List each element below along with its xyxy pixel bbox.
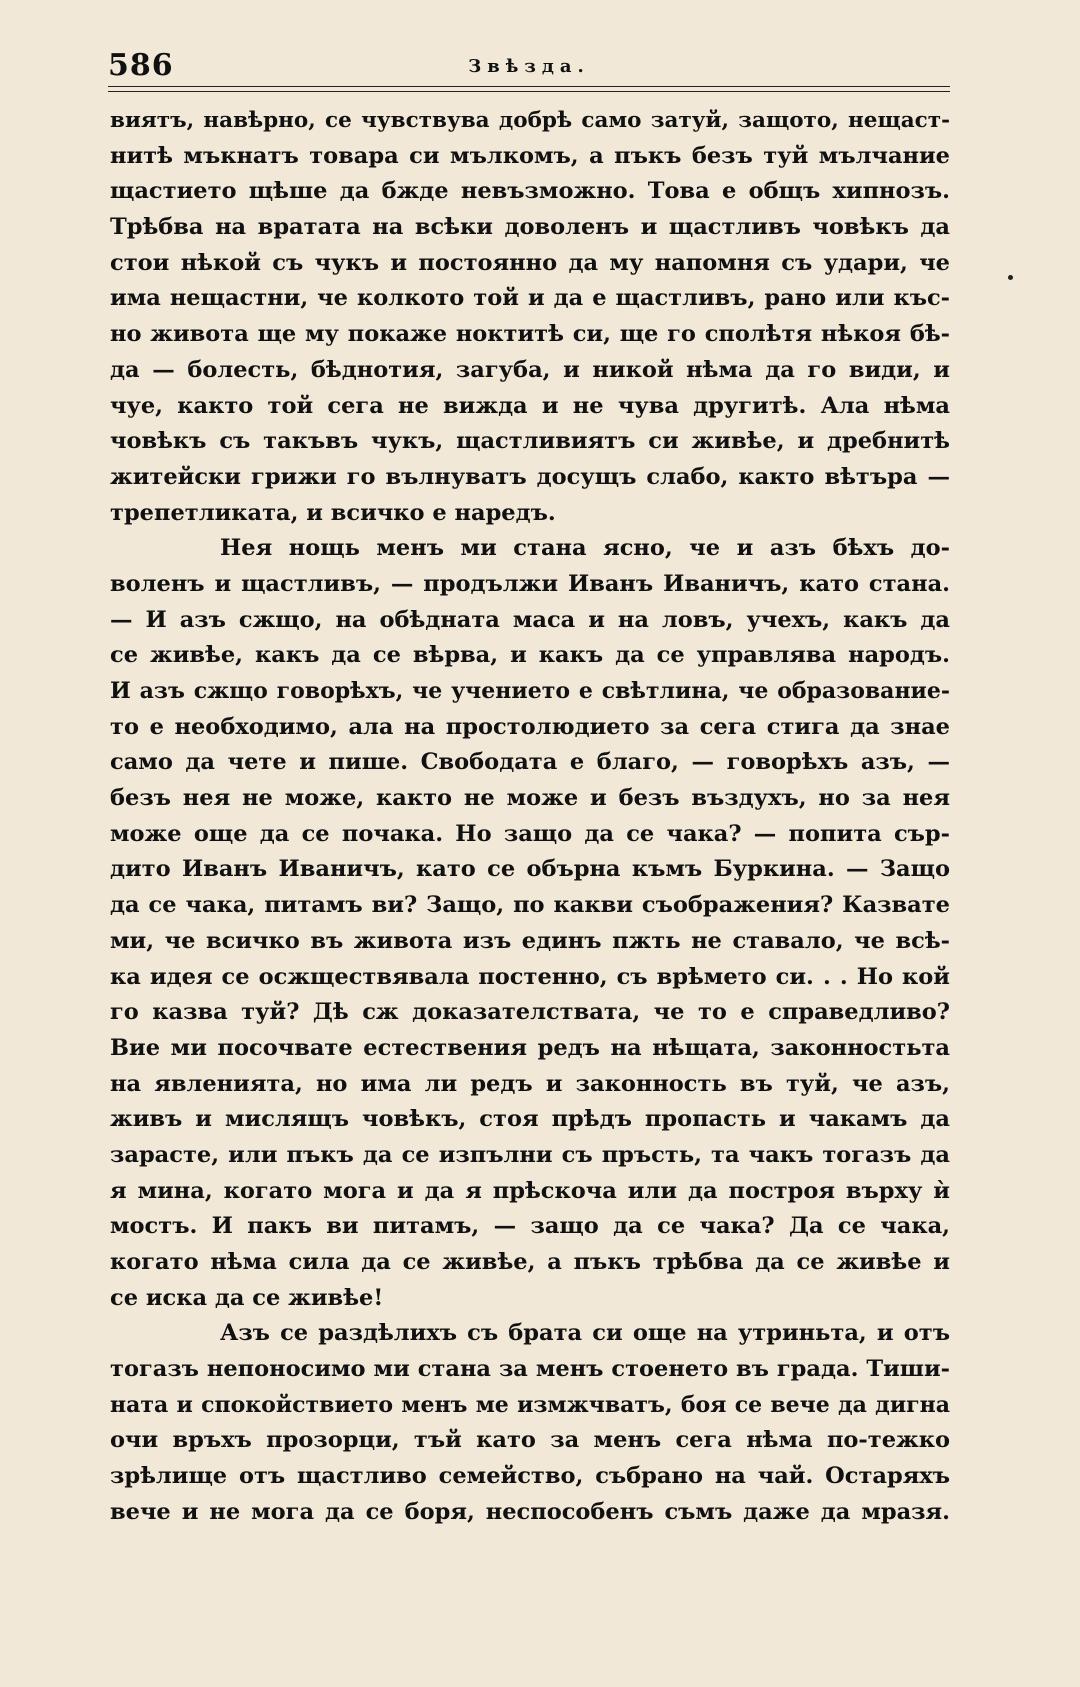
text-line: да се чака, питамъ ви? Защо, по какви съображения? Казвате bbox=[110, 892, 950, 919]
text-line: го казва туй? Дѣ сж доказателствата, че то е справедливо? bbox=[110, 999, 950, 1026]
text-line: стои нѣкой съ чукъ и постоянно да му напомня съ удари, че bbox=[110, 249, 950, 276]
text-line: ка идея се осжществявала постенно, съ врѣмето си. . . Но кой bbox=[110, 963, 950, 990]
text-line: житейски грижи го вълнуватъ досущъ слабо, както вѣтъра — bbox=[110, 463, 950, 490]
text-line: виятъ, навѣрно, се чувствува добрѣ само затуй, защото, нещаст- bbox=[110, 108, 950, 133]
running-title: Звѣзда. bbox=[468, 56, 590, 77]
text-line: на явленията, но има ли редъ и законность въ туй, че азъ, bbox=[110, 1070, 950, 1097]
text-line: зарасте, или пъкъ да се изпълни съ пръсть, та чакъ тогазъ да bbox=[110, 1141, 950, 1168]
text-line: тогазъ непоносимо ми стана за менъ стоенето въ града. Тиши- bbox=[110, 1356, 950, 1383]
text-line: чуе, както той сега не вижда и не чува другитѣ. Ала нѣма bbox=[110, 392, 950, 419]
text-line: се живѣе, какъ да се вѣрва, и какъ да се управлява народъ. bbox=[110, 642, 950, 669]
text-line: когато нѣма сила да се живѣе, а пъкъ трѣбва да се живѣе и bbox=[110, 1249, 950, 1275]
text-line: воленъ и щастливъ, — продължи Иванъ Иваничъ, като стана. bbox=[110, 570, 950, 597]
text-line: Вие ми посочвате естествения редъ на нѣщата, законностьта bbox=[110, 1034, 950, 1061]
text-line: дито Иванъ Иваничъ, като се обърна къмъ Буркина. — Защо bbox=[110, 856, 950, 883]
text-line: безъ нея не може, както не може и безъ въздухъ, но за нея bbox=[110, 785, 950, 812]
page-number: 586 bbox=[108, 48, 174, 83]
text-line: нитѣ мъкнатъ товара си мълкомъ, а пъкъ безъ туй мълчание bbox=[110, 142, 950, 169]
text-line: Азъ се раздѣлихъ съ брата си още на утриньта, и отъ bbox=[220, 1320, 950, 1347]
text-line: Трѣбва на вратата на всѣки доволенъ и щастливъ човѣкъ да bbox=[110, 214, 950, 241]
text-line: само да чете и пише. Свободата е благо, — говорѣхъ азъ, — bbox=[110, 749, 950, 776]
text-line: човѣкъ съ такъвъ чукъ, щастливиятъ си живѣе, и дребнитѣ bbox=[110, 428, 950, 455]
text-line: но живота ще му покаже ноктитѣ си, ще го сполѣтя нѣкоя бѣ- bbox=[110, 321, 950, 348]
text-line: я мина, когато мога и да я прѣскоча или да построя върху ѝ bbox=[110, 1177, 950, 1204]
text-line: се иска да се живѣе! bbox=[110, 1284, 384, 1311]
text-line: зрѣлище отъ щастливо семейство, събрано на чай. Остаряхъ bbox=[110, 1463, 950, 1490]
text-line: щастието щѣше да бжде невъзможно. Това е общъ хипнозъ. bbox=[110, 178, 950, 205]
text-line: мостъ. И пакъ ви питамъ, — защо да се чака? Да се чака, bbox=[110, 1213, 950, 1240]
text-line: то е необходимо, ала на простолюдието за сега стига да знае bbox=[110, 713, 950, 740]
text-line: има нещастни, че колкото той и да е щастливъ, рано или къс- bbox=[110, 285, 950, 312]
text-line: ми, че всичко въ живота изъ единъ пжть не ставало, че всѣ- bbox=[110, 927, 950, 954]
text-line: живъ и мислящъ човѣкъ, стоя прѣдъ пропасть и чакамъ да bbox=[110, 1106, 950, 1133]
page-header bbox=[108, 48, 950, 88]
text-line: ната и спокойствието менъ ме измжчватъ, боя се вече да дигна bbox=[110, 1391, 950, 1418]
text-line: да — болесть, бѣднотия, загуба, и никой нѣма да го види, и bbox=[110, 356, 950, 383]
text-line: може още да се почака. Но защо да се чака? — попита сър- bbox=[110, 820, 950, 847]
header-rule-bottom bbox=[108, 91, 950, 92]
body-text bbox=[110, 103, 950, 1531]
header-rule-top bbox=[108, 86, 950, 87]
text-line: вече и не мога да се боря, неспособенъ съмъ даже да мразя. bbox=[110, 1498, 950, 1525]
text-line: — И азъ сжщо, на обѣдната маса и на ловъ, учехъ, какъ да bbox=[110, 606, 950, 633]
text-line: трепетликата, и всичко е наредъ. bbox=[110, 499, 556, 526]
text-line: Нея нощь менъ ми стана ясно, че и азъ бѣхъ до- bbox=[220, 535, 950, 562]
text-line: очи връхъ прозорци, тъй като за менъ сега нѣма по-тежко bbox=[110, 1427, 950, 1454]
ink-speck bbox=[1008, 275, 1013, 280]
text-line: И азъ сжщо говорѣхъ, че учението е свѣтлина, че образование- bbox=[110, 678, 950, 704]
